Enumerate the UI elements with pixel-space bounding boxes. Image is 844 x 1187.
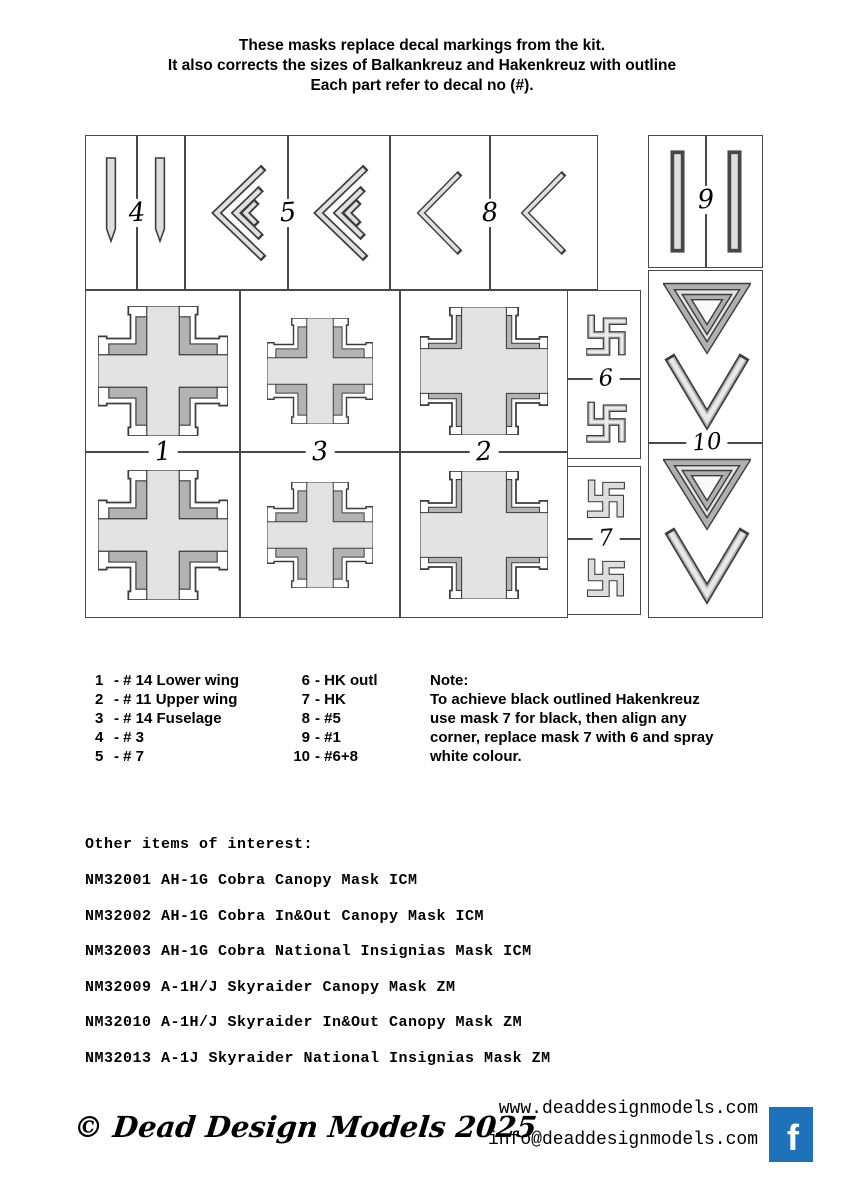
website-url: www.deaddesignmodels.com [498, 1099, 758, 1119]
triple-chevron-mask [203, 164, 269, 262]
divider-line [239, 291, 241, 617]
hakenkreuz-solid-block [567, 466, 642, 615]
vee-mask [663, 527, 751, 607]
balkenkreuz-mask-3 [267, 318, 373, 424]
mask-label-8: 8 [475, 198, 505, 228]
hakenkreuz-solid-mask [583, 556, 626, 599]
header-text [0, 36, 844, 96]
legend-num: 10 [293, 748, 310, 765]
legend-row [95, 728, 239, 747]
legend-num: 2 [95, 691, 104, 708]
nested-triangle-mask [663, 455, 751, 535]
note-line: To achieve black outlined Hakenkreuz [430, 691, 700, 708]
catalog-item: NM32013 A-1J Skyraider National Insignias Mask ZM [85, 1049, 551, 1067]
hakenkreuz-outline-mask [582, 399, 628, 445]
triangle-mask-block [648, 270, 763, 618]
pointed-bar-mask [104, 151, 118, 249]
nested-triangle-mask [663, 279, 751, 359]
email-address: info@deaddesignmodels.com [487, 1130, 758, 1150]
balkenkreuz-grid-block [85, 290, 568, 618]
other-items-title: Other items of interest: [85, 836, 314, 853]
facebook-letter: f [787, 1116, 799, 1158]
note [430, 671, 770, 766]
legend-row [95, 747, 239, 766]
catalog-item: NM32002 AH-1G Cobra In&Out Canopy Mask ICM [85, 907, 485, 925]
hakenkreuz-outline-mask [582, 312, 628, 358]
legend-text: - #1 [315, 729, 341, 746]
mask-sheet-diagram [85, 135, 764, 618]
mask-label-9: 9 [691, 185, 721, 215]
legend-row [286, 709, 377, 728]
triple-chevron-mask [305, 164, 371, 262]
hakenkreuz-outline-block [567, 290, 642, 459]
mask-label-1: 1 [148, 437, 178, 467]
vee-mask [663, 353, 751, 433]
legend-num: 5 [95, 748, 104, 765]
rect-bar-mask [670, 148, 685, 255]
legend-row [95, 709, 239, 728]
mask-label-4: 4 [122, 198, 152, 228]
legend-column-left [95, 671, 239, 766]
single-chevron-mask [413, 164, 465, 262]
contact-info [488, 1094, 758, 1156]
note-line: corner, replace mask 7 with 6 and spray [430, 729, 714, 746]
note-line: use mask 7 for black, then align any [430, 710, 687, 727]
catalog-item: NM32010 A-1H/J Skyraider In&Out Canopy Mask ZM [85, 1014, 523, 1031]
legend-text: - # 11 Upper wing [114, 691, 238, 708]
pointed-bar-mask [153, 151, 167, 249]
legend-row [286, 671, 377, 690]
facebook-icon[interactable] [769, 1107, 813, 1162]
balkenkreuz-mask-1 [98, 306, 228, 436]
legend-row [286, 747, 377, 766]
mask-label-3: 3 [305, 437, 335, 467]
divider-line [184, 136, 186, 289]
mask-label-5: 5 [273, 198, 303, 228]
legend-text: - #5 [315, 710, 341, 727]
copyright-signature: © Dead Design Models 2025 [72, 1110, 539, 1144]
legend-text: - HK [315, 691, 346, 708]
legend-text: - # 14 Lower wing [114, 672, 240, 689]
legend-num: 9 [301, 729, 310, 746]
legend-num: 3 [95, 710, 104, 727]
mask-label-7: 7 [591, 526, 619, 553]
mask-label-10: 10 [686, 429, 729, 457]
legend-num: 1 [95, 672, 104, 689]
legend-column-right [286, 671, 377, 766]
header-line-2: It also corrects the sizes of Balkankreuz and Hakenkreuz with outline [167, 57, 677, 74]
balkenkreuz-mask-2 [420, 471, 548, 599]
catalog-item: NM32009 A-1H/J Skyraider Canopy Mask ZM [85, 978, 456, 996]
header-line-3: Each part refer to decal no (#). [310, 77, 534, 94]
balkenkreuz-mask-2 [420, 307, 548, 435]
mask-label-2: 2 [469, 437, 499, 467]
legend-row [286, 728, 377, 747]
hakenkreuz-solid-mask [583, 477, 626, 520]
legend-text: - # 7 [114, 748, 145, 765]
single-chevron-mask [517, 164, 569, 262]
divider-line [399, 291, 401, 617]
header-line-1: These masks replace decal markings from the kit. [238, 37, 606, 54]
mask-strip-block [85, 135, 598, 290]
mask-label-6: 6 [591, 366, 619, 393]
legend-text: - # 3 [114, 729, 145, 746]
legend-text: - HK outl [315, 672, 378, 689]
legend-num: 7 [301, 691, 310, 708]
legend-num: 8 [301, 710, 310, 727]
note-line: white colour. [430, 748, 522, 765]
bar-mask-block [648, 135, 763, 268]
legend-num: 4 [95, 729, 104, 746]
rect-bar-mask [727, 148, 742, 255]
divider-line [389, 136, 391, 289]
note-title: Note: [430, 672, 469, 689]
legend-text: - #6+8 [315, 748, 358, 765]
balkenkreuz-mask-3 [267, 482, 373, 588]
legend-num: 6 [301, 672, 310, 689]
legend-row [95, 671, 239, 690]
legend-row [95, 690, 239, 709]
legend-text: - # 14 Fuselage [114, 710, 222, 727]
catalog-item: NM32003 AH-1G Cobra National Insignias Mask ICM [85, 943, 532, 960]
other-items-section [85, 836, 551, 1085]
legend-row [286, 690, 377, 709]
catalog-item: NM32001 AH-1G Cobra Canopy Mask ICM [85, 872, 418, 889]
balkenkreuz-mask-1 [98, 470, 228, 600]
